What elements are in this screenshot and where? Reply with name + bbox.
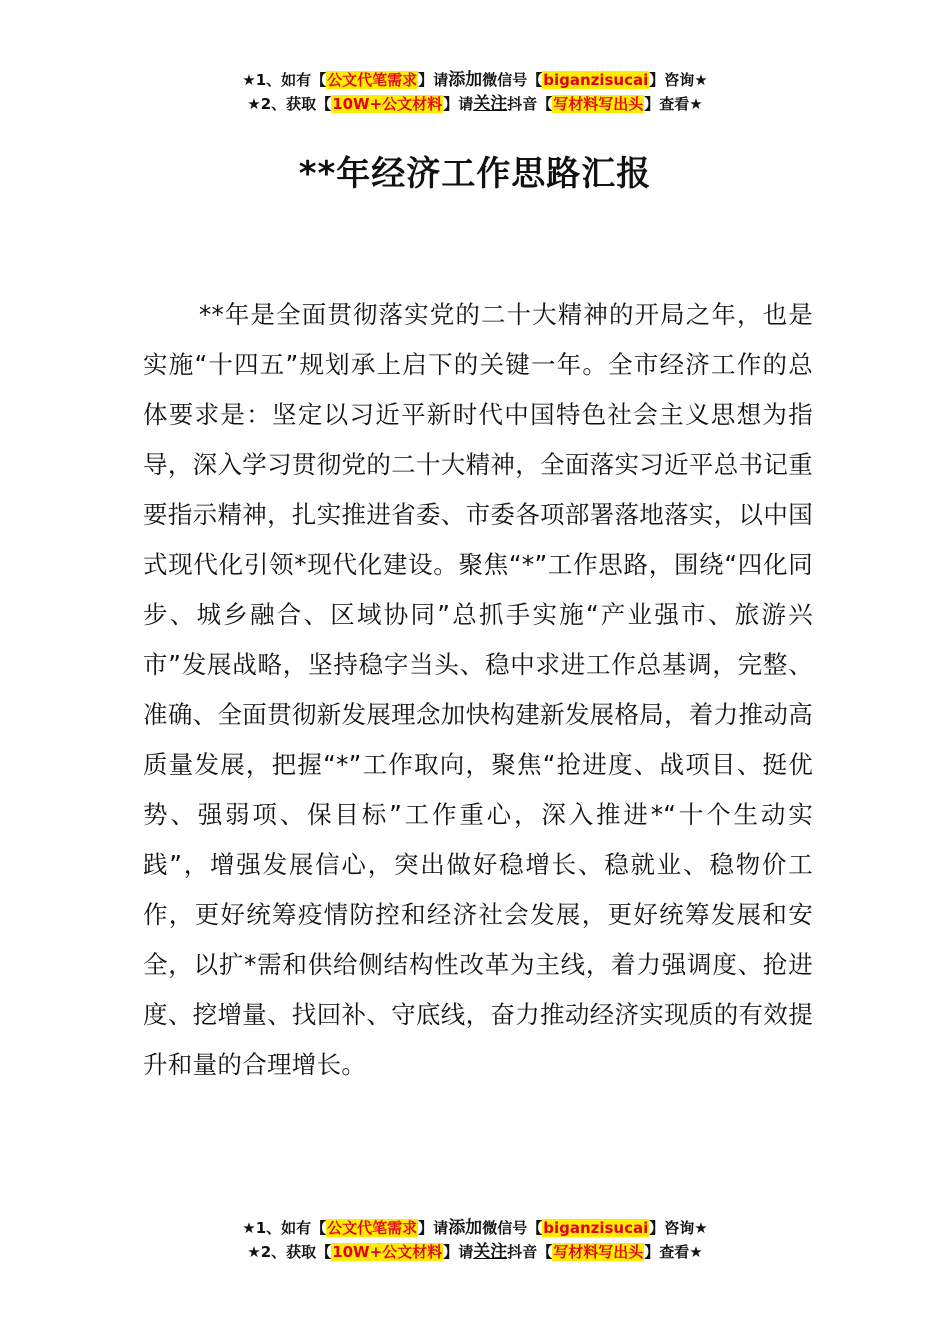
footer-promo-banner — [0, 1216, 950, 1264]
promo-highlight: 公文代笔需求 — [327, 1219, 418, 1237]
promo-line-1: ★1、如有【公文代笔需求】请添加微信号【biganzisucai】咨询★ — [242, 70, 708, 90]
promo-line-2: ★2、获取【10W+公文材料】请关注抖音【写材料写出头】查看★ — [247, 1242, 703, 1262]
promo-line-2: ★2、获取【10W+公文材料】请关注抖音【写材料写出头】查看★ — [247, 94, 703, 114]
document-title: **年经济工作思路汇报 — [298, 154, 652, 194]
douyin-id-highlight: 写材料写出头 — [553, 1243, 644, 1261]
promo-highlight: 公文代笔需求 — [327, 71, 418, 89]
header-promo-banner — [0, 68, 950, 116]
wechat-id-highlight: biganzisucai — [543, 1219, 649, 1237]
promo-highlight: 10W+公文材料 — [332, 95, 443, 113]
body-paragraph: **年是全面贯彻落实党的二十大精神的开局之年，也是实施“十四五”规划承上启下的关键一年。全市经济工作的总体要求是：坚定以习近平新时代中国特色社会主义思想为指导，深入学习贯彻党的二十大精神，全面落实习近平总书记重要指示精神，扎实推进省委、市委各项部署落地落实，以中国式现代化引领*现代化建设。聚焦“*”工作思路，围绕“四化同步、城乡融合、区域协同”总抓手实施“产业强市、旅游兴市”发展战略，坚持稳字当头、稳中求进工作总基调，完整、准确、全面贯彻新发展理念加快构建新发展格局，着力推动高质量发展，把握“*”工作取向，聚焦“抢进度、战项目、挺优势、强弱项、保目标”工作重心，深入推进*“十个生动实践”，增强发展信心，突出做好稳增长、稳就业、稳物价工作，更好统筹疫情防控和经济社会发展，更好统筹发展和安全，以扩*需和供给侧结构性改革为主线，着力强调度、抢进度、挖增量、找回补、守底线，奋力推动经济实现质的有效提升和量的合理增长。 — [143, 300, 813, 1079]
promo-line-1: ★1、如有【公文代笔需求】请添加微信号【biganzisucai】咨询★ — [242, 1218, 708, 1238]
wechat-id-highlight: biganzisucai — [543, 71, 649, 89]
douyin-id-highlight: 写材料写出头 — [553, 95, 644, 113]
promo-highlight: 10W+公文材料 — [332, 1243, 443, 1261]
document-body — [143, 290, 813, 1090]
